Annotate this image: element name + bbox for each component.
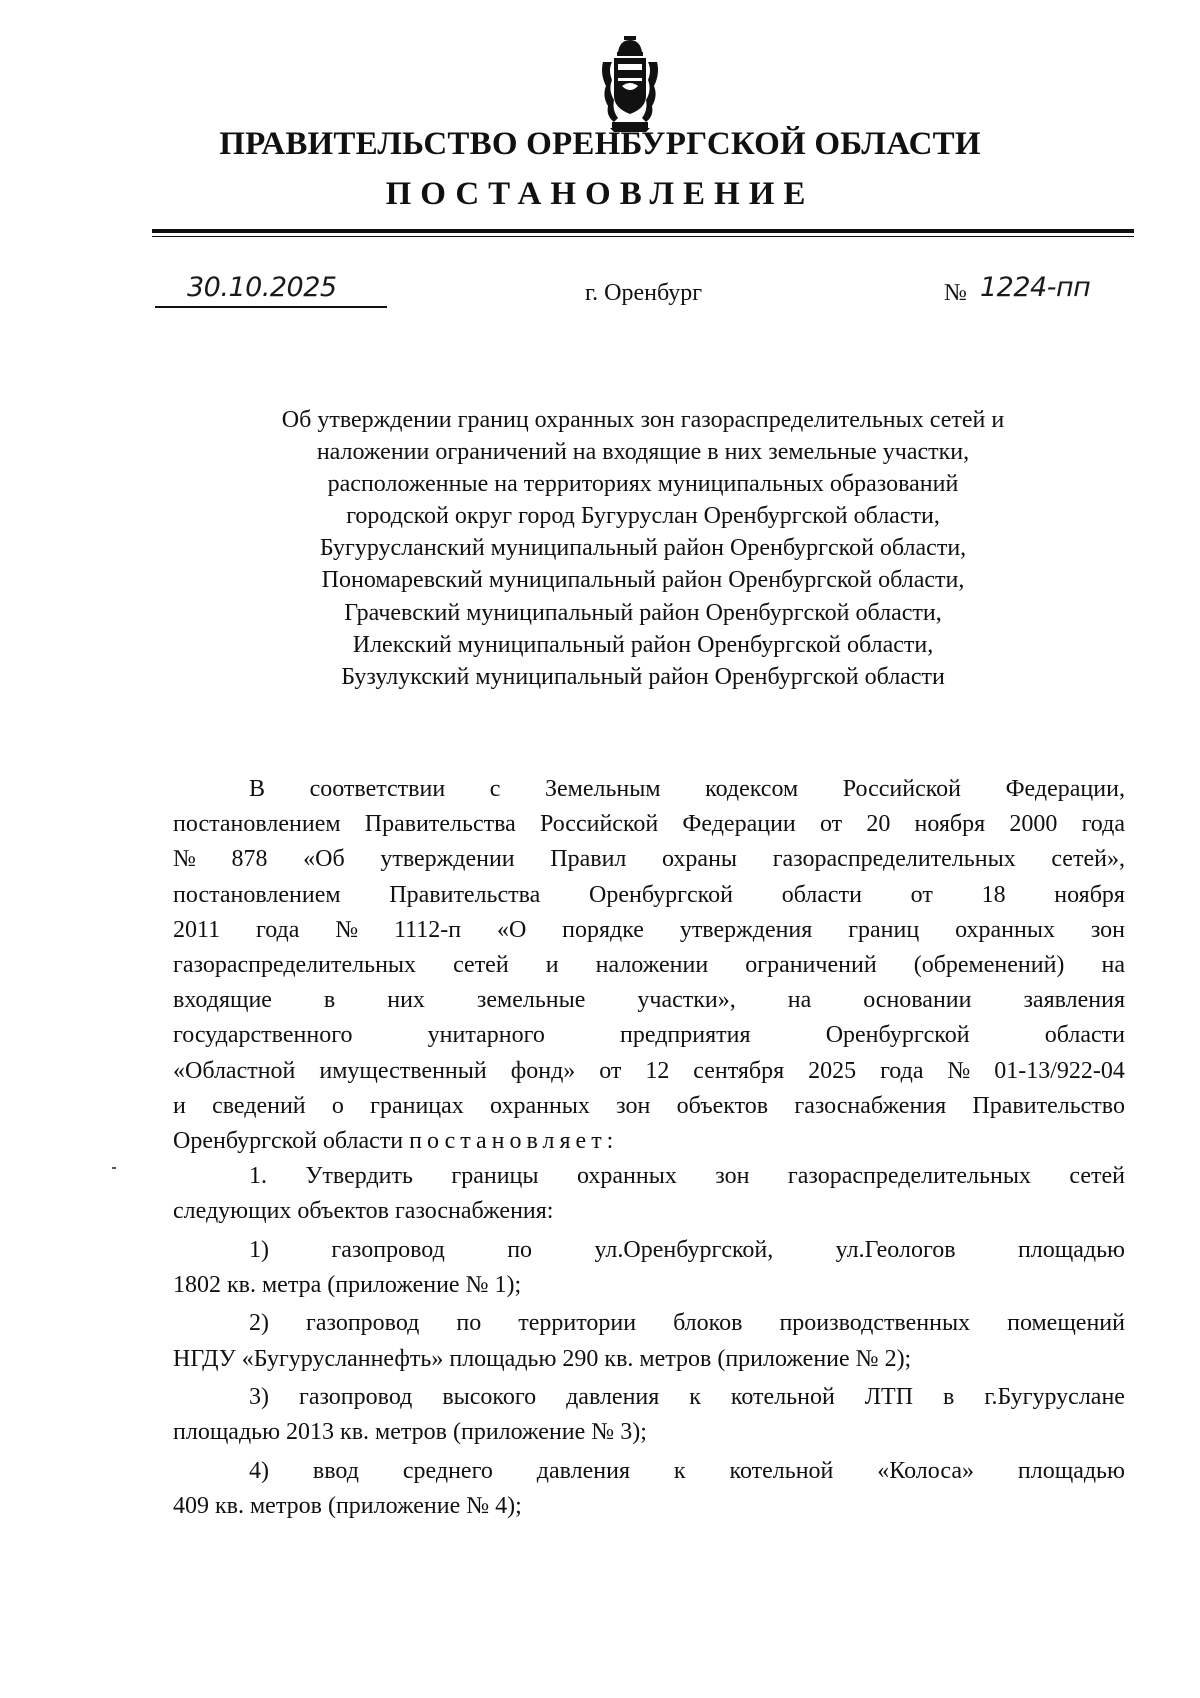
word: по <box>507 1236 533 1263</box>
date-underline <box>155 306 387 308</box>
word: в <box>323 987 336 1014</box>
body-line <box>173 1018 1125 1053</box>
word: сетей <box>453 952 509 979</box>
body-line <box>173 807 1125 842</box>
word: Правил <box>550 846 627 873</box>
word: постановлением <box>173 881 341 908</box>
title-line: расположенные на территориях муниципальных образований <box>327 471 959 498</box>
word: сетей <box>1069 1163 1125 1190</box>
word: имущественный <box>319 1057 487 1084</box>
title-line: городской округ город Бугуруслан Оренбургской области, <box>346 503 940 530</box>
list-item-line: площадью 2013 кв. метров (приложение № 3); <box>173 1419 647 1446</box>
word: границах <box>370 1092 464 1119</box>
word: ул.Оренбургской, <box>594 1236 774 1263</box>
word: к <box>689 1384 701 1411</box>
list-item-line <box>173 1380 1125 1415</box>
word: фонд» <box>510 1057 576 1084</box>
word: ул.Геологов <box>835 1236 956 1263</box>
word: охранных <box>955 916 1055 943</box>
list-item-line <box>173 1454 1125 1489</box>
word: давления <box>566 1384 660 1411</box>
list-item-line: 1802 кв. метра (приложение № 1); <box>173 1272 522 1299</box>
word: газоснабжения <box>794 1092 947 1119</box>
word: зон <box>715 1163 750 1190</box>
word: 2) <box>249 1310 269 1337</box>
word: о <box>331 1092 344 1119</box>
body-line <box>173 913 1125 948</box>
word: утверждении <box>380 846 515 873</box>
word: котельной <box>729 1457 834 1484</box>
word: № <box>335 916 359 943</box>
word: от <box>819 811 843 838</box>
word: охранных <box>490 1092 590 1119</box>
word: кодексом <box>705 776 799 802</box>
title-line: Бугурусланский муниципальный район Оренбургской области, <box>319 535 967 562</box>
word: года <box>255 916 300 943</box>
title-line: Пономаревский муниципальный район Оренбургской области, <box>321 567 965 594</box>
word: (обременений) <box>913 952 1065 979</box>
word: ввод <box>312 1457 359 1484</box>
word: № <box>173 846 196 873</box>
body-line <box>173 842 1125 877</box>
body-line <box>173 878 1125 913</box>
word: 18 <box>981 881 1006 908</box>
word: Российской <box>842 776 962 802</box>
word: сведений <box>212 1092 306 1119</box>
word: 01-13/922-04 <box>994 1057 1125 1084</box>
body-line <box>173 1089 1125 1124</box>
word: 1. <box>249 1163 267 1190</box>
word: области <box>1044 1022 1125 1049</box>
body-line <box>173 1124 1125 1159</box>
word: Федерации <box>682 811 796 838</box>
document-title <box>150 404 1136 693</box>
word: помещений <box>1007 1310 1125 1337</box>
header-rule <box>152 229 1134 233</box>
word: наложении <box>595 952 709 979</box>
word: 2011 <box>173 916 221 943</box>
title-line: Об утверждении границ охранных зон газораспределительных сетей и <box>281 407 1005 433</box>
body-line <box>173 983 1125 1018</box>
number-label: № <box>944 280 967 306</box>
word: к <box>673 1457 686 1484</box>
body-line <box>173 1054 1125 1089</box>
document-city: г. Оренбург <box>585 280 703 306</box>
word: объектов <box>676 1092 769 1119</box>
word: Оренбургской <box>589 881 733 908</box>
word: сентября <box>693 1057 785 1084</box>
word: ноября <box>1054 881 1125 908</box>
coat-of-arms-icon <box>600 34 660 132</box>
header-rule-thin <box>152 236 1134 237</box>
word: заявления <box>1023 987 1125 1014</box>
government-name: ПРАВИТЕЛЬСТВО ОРЕНБУРГСКОЙ ОБЛАСТИ <box>219 126 981 162</box>
word: входящие <box>173 987 272 1014</box>
title-line: наложении ограничений на входящие в них земельные участки, <box>316 439 970 466</box>
word: унитарного <box>427 1022 545 1049</box>
word: участки», <box>637 987 736 1014</box>
word: с <box>489 776 501 802</box>
word: газораспределительных <box>787 1163 1031 1190</box>
clause-line: следующих объектов газоснабжения: <box>173 1198 554 1225</box>
word: от <box>910 881 933 908</box>
word: границы <box>451 1163 539 1190</box>
word: «Колоса» <box>877 1457 974 1484</box>
word: газораспределительных <box>772 846 1016 873</box>
word: от <box>599 1057 622 1084</box>
word: площадью <box>1017 1236 1125 1263</box>
word: 4) <box>249 1457 269 1484</box>
preamble-end: Оренбургской области <box>173 1128 404 1155</box>
word: высокого <box>442 1384 537 1411</box>
word: «О <box>496 916 527 943</box>
word: соответствии <box>309 776 446 802</box>
title-line: Илекский муниципальный район Оренбургской области, <box>352 631 934 658</box>
word: 878 <box>231 846 268 873</box>
word: № <box>947 1057 971 1084</box>
word: границ <box>848 916 920 943</box>
word: основании <box>863 987 972 1014</box>
list-item-line: НГДУ «Бугурусланнефть» площадью 290 кв. метров (приложение № 2); <box>173 1345 912 1372</box>
word: зон <box>616 1092 651 1119</box>
word: «Об <box>303 846 345 873</box>
title-line: Грачевский муниципальный район Оренбургской области, <box>344 599 942 626</box>
word: 1112-п <box>394 916 462 943</box>
word: и <box>173 1092 186 1119</box>
word: предприятия <box>620 1022 751 1049</box>
scan-mark <box>112 1167 116 1169</box>
word: по <box>456 1310 482 1337</box>
word: Утвердить <box>305 1163 413 1190</box>
list-item-line <box>173 1306 1125 1341</box>
document-number: 1224-пп <box>980 272 1091 303</box>
resolves-word: постановляет: <box>409 1128 619 1155</box>
word: 2000 <box>1009 811 1058 838</box>
word: газораспределительных <box>173 952 417 979</box>
word: ЛТП <box>864 1384 914 1411</box>
word: газопровод <box>306 1310 420 1337</box>
word: зон <box>1090 916 1125 943</box>
document-body <box>173 772 1125 1524</box>
list-item-line: 409 кв. метров (приложение № 4); <box>173 1492 522 1519</box>
word: охраны <box>662 846 738 873</box>
document-type: ПОСТАНОВЛЕНИЕ <box>385 176 815 212</box>
word: порядке <box>562 916 644 943</box>
word: Российской <box>539 811 659 838</box>
word: Правительства <box>389 881 541 908</box>
word: Федерации, <box>1005 776 1125 802</box>
word: утверждения <box>679 916 813 943</box>
word: территории <box>518 1310 637 1337</box>
word: них <box>387 987 425 1014</box>
word: котельной <box>730 1384 835 1411</box>
word: газопровод <box>331 1236 445 1263</box>
word: производственных <box>779 1310 971 1337</box>
word: Земельным <box>544 776 661 802</box>
word: сетей», <box>1051 846 1125 873</box>
word: и <box>545 952 559 979</box>
word: площадью <box>1017 1457 1125 1484</box>
word: 12 <box>645 1057 670 1084</box>
list-item-line <box>173 1233 1125 1268</box>
word: Правительства <box>364 811 516 838</box>
word: 1) <box>249 1236 269 1263</box>
word: государственного <box>173 1022 353 1049</box>
word: Правительство <box>972 1092 1125 1119</box>
word: среднего <box>402 1457 493 1484</box>
clause-line <box>173 1159 1125 1194</box>
word: года <box>880 1057 924 1084</box>
word: Оренбургской <box>825 1022 970 1049</box>
body-line <box>173 772 1125 807</box>
word: охранных <box>576 1163 677 1190</box>
word: ноября <box>914 811 986 838</box>
word: постановлением <box>173 811 341 838</box>
word: «Областной <box>173 1057 296 1084</box>
word: давления <box>536 1457 630 1484</box>
word: блоков <box>673 1310 743 1337</box>
word: в <box>943 1384 955 1411</box>
word: на <box>1101 952 1125 979</box>
word: В <box>249 776 266 802</box>
word: 2025 <box>808 1057 857 1084</box>
word: года <box>1081 811 1125 838</box>
title-line: Бузулукский муниципальный район Оренбургской области <box>341 663 945 690</box>
body-line <box>173 948 1125 983</box>
word: 20 <box>866 811 891 838</box>
word: газопровод <box>298 1384 413 1411</box>
word: г.Бугуруслане <box>984 1384 1125 1411</box>
document-date: 30.10.2025 <box>187 272 337 303</box>
word: ограничений <box>745 952 877 979</box>
word: земельные <box>476 987 586 1014</box>
word: области <box>781 881 862 908</box>
word: на <box>787 987 812 1014</box>
word: 3) <box>249 1384 269 1411</box>
